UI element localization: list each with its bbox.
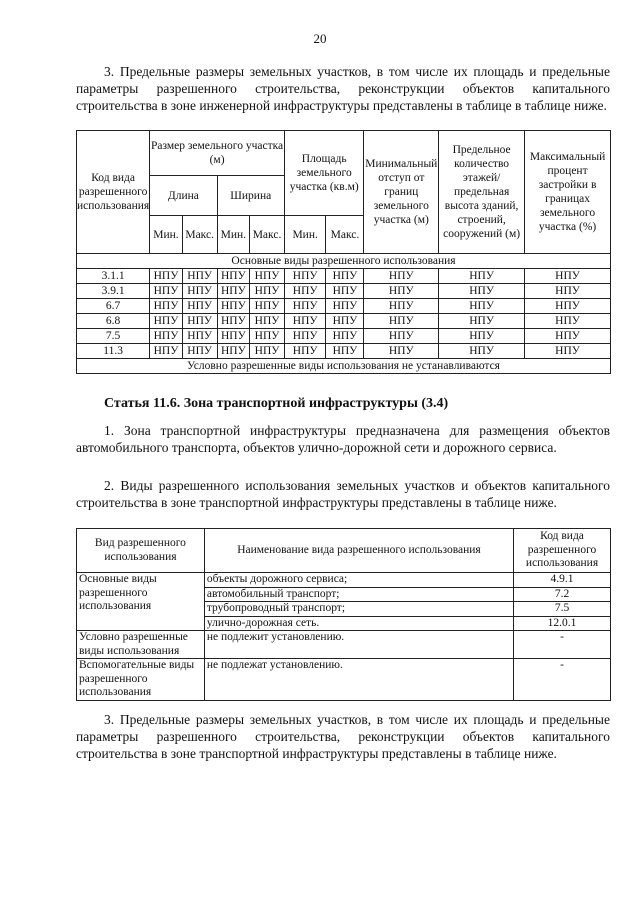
cell-value: НПУ [217,269,250,284]
row-code: 6.7 [77,299,150,314]
header-width: Ширина [217,176,284,216]
cell-value: НПУ [439,269,525,284]
cell-value: НПУ [250,269,285,284]
table-row [77,284,611,299]
cell-value: НПУ [250,329,285,344]
article-heading: Статья 11.6. Зона транспортной инфраструктуры (3.4) [104,396,449,411]
cell-value: НПУ [250,299,285,314]
cell-value: НПУ [182,329,217,344]
use-name: улично-дорожная сеть. [204,616,513,631]
row-code: 6.8 [77,314,150,329]
auxiliary-uses-value: не подлежат установлению. [204,659,513,701]
cell-value: НПУ [439,314,525,329]
cell-value: НПУ [525,269,611,284]
table-row [77,299,611,314]
use-code: 7.2 [514,587,611,602]
header-area-max: Макс. [326,216,364,254]
section-conditional-uses: Условно разрешенные виды использования не устанавливаются [77,359,611,374]
cell-value: НПУ [217,314,250,329]
cell-value: НПУ [439,329,525,344]
cell-value: НПУ [250,314,285,329]
cell-value: НПУ [150,269,183,284]
cell-value: НПУ [217,299,250,314]
page-number: 20 [313,31,327,46]
header-width-min: Мин. [217,216,250,254]
section-main-uses: Основные виды разрешенного использования [77,254,611,269]
cell-value: НПУ [525,284,611,299]
cell-value: НПУ [217,284,250,299]
cell-value: НПУ [150,299,183,314]
cell-value: НПУ [439,284,525,299]
paragraph-limits-transport: 3. Предельные размеры земельных участков, в том числе их площадь и предельные параметры разрешенного строительства, реконструкции объектов капитального строительства в зоне транспортной инфраструктуры представлены в таблице ниже. [76,712,610,761]
permitted-uses-table [76,528,611,701]
cell-value: НПУ [250,344,285,359]
cell-value: НПУ [364,314,439,329]
cell-value: НПУ [284,269,326,284]
cell-value: НПУ [217,344,250,359]
use-code: 12.0.1 [514,616,611,631]
cell-value: НПУ [525,314,611,329]
cell-value: НПУ [525,329,611,344]
use-name: объекты дорожного сервиса; [204,573,513,588]
cell-value: НПУ [326,329,364,344]
cell-value: НПУ [182,344,217,359]
cell-value: НПУ [182,284,217,299]
paragraph-limits-engineering: 3. Предельные размеры земельных участков, в том числе их площадь и предельные параметры разрешенного строительства, реконструкции объектов капитального строительства в зоне инженерной инфраструктуры представлены в таблице в таблице ниже. [76,64,610,113]
cell-value: НПУ [284,329,326,344]
header-percent: Максимальный процент застройки в границах земельного участка (%) [525,131,611,254]
cell-value: НПУ [284,284,326,299]
cell-value: НПУ [525,344,611,359]
auxiliary-uses-code: - [514,659,611,701]
limits-table-engineering [76,130,611,374]
cell-value: НПУ [439,344,525,359]
cell-value: НПУ [182,314,217,329]
use-name: автомобильный транспорт; [204,587,513,602]
cell-value: НПУ [182,299,217,314]
header-width-max: Макс. [250,216,285,254]
header-area-min: Мин. [284,216,326,254]
header-length-max: Макс. [182,216,217,254]
header-size: Размер земельного участка (м) [150,131,285,176]
cell-value: НПУ [182,269,217,284]
cell-value: НПУ [364,329,439,344]
row-code: 3.9.1 [77,284,150,299]
header-use-name: Наименование вида разрешенного использования [204,529,513,573]
conditional-uses-value: не подлежит установлению. [204,631,513,659]
cell-value: НПУ [364,269,439,284]
header-setback: Минимальный отступ от границ земельного участка (м) [364,131,439,254]
cell-value: НПУ [326,284,364,299]
use-code: 7.5 [514,602,611,617]
conditional-uses-label: Условно разрешенные виды использования [77,631,205,659]
cell-value: НПУ [284,299,326,314]
paragraph-permitted-uses: 2. Виды разрешенного использования земельных участков и объектов капитального строительства в зоне транспортной инфраструктуры представлены в таблице ниже. [76,478,610,510]
cell-value: НПУ [250,284,285,299]
table-row [77,314,611,329]
main-uses-label: Основные виды разрешенного использования [77,573,205,631]
cell-value: НПУ [364,299,439,314]
header-area: Площадь земельного участка (кв.м) [284,131,364,216]
cell-value: НПУ [439,299,525,314]
cell-value: НПУ [525,299,611,314]
header-use-code: Код вида разрешенного использования [514,529,611,573]
cell-value: НПУ [364,344,439,359]
cell-value: НПУ [150,284,183,299]
cell-value: НПУ [150,329,183,344]
row-code: 11.3 [77,344,150,359]
conditional-uses-code: - [514,631,611,659]
cell-value: НПУ [284,344,326,359]
header-length: Длина [150,176,217,216]
cell-value: НПУ [326,269,364,284]
cell-value: НПУ [326,299,364,314]
header-code: Код вида разрешенного использования [77,131,150,254]
paragraph-zone-purpose: 1. Зона транспортной инфраструктуры предназначена для размещения объектов автомобильного транспорта, объектов улично-дорожной сети и дорожного сервиса. [76,423,610,455]
cell-value: НПУ [217,329,250,344]
cell-value: НПУ [150,314,183,329]
header-floors: Предельное количество этажей/ предельная высота зданий, строений, сооружений (м) [439,131,525,254]
table-row [77,329,611,344]
header-length-min: Мин. [150,216,183,254]
row-code: 7.5 [77,329,150,344]
use-code: 4.9.1 [514,573,611,588]
row-code: 3.1.1 [77,269,150,284]
header-use-type: Вид разрешенного использования [77,529,205,573]
table-row [77,269,611,284]
use-name: трубопроводный транспорт; [204,602,513,617]
cell-value: НПУ [326,314,364,329]
cell-value: НПУ [326,344,364,359]
cell-value: НПУ [284,314,326,329]
cell-value: НПУ [150,344,183,359]
auxiliary-uses-label: Вспомогательные виды разрешенного использования [77,659,205,701]
cell-value: НПУ [364,284,439,299]
table-row [77,344,611,359]
